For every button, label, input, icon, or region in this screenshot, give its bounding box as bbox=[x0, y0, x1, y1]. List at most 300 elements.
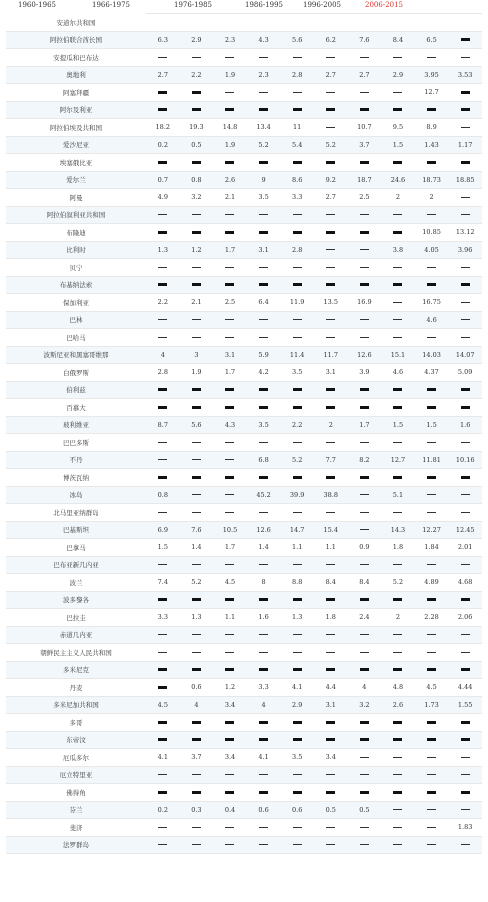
no-data-dash bbox=[461, 668, 470, 671]
country-name: 法罗群岛 bbox=[6, 836, 146, 854]
value-cell bbox=[180, 49, 214, 67]
value-cell bbox=[314, 101, 348, 119]
no-data-dash bbox=[192, 512, 201, 513]
country-name: 博茨瓦纳 bbox=[6, 469, 146, 487]
no-data-dash bbox=[427, 668, 436, 671]
value-cell: 45.2 bbox=[247, 486, 281, 504]
no-data-dash bbox=[225, 406, 234, 409]
value-cell: 2.01 bbox=[448, 539, 482, 557]
value-cell bbox=[180, 766, 214, 784]
value-cell bbox=[348, 14, 382, 31]
no-data-dash bbox=[225, 459, 234, 460]
no-data-dash bbox=[393, 564, 402, 565]
country-name: 贝宁 bbox=[6, 259, 146, 277]
value-cell: 1.3 bbox=[180, 609, 214, 627]
value-cell: 8.9 bbox=[415, 119, 449, 137]
no-data-dash bbox=[461, 108, 470, 111]
country-name: 布基纳法索 bbox=[6, 276, 146, 294]
no-data-dash bbox=[427, 267, 436, 268]
value-cell bbox=[146, 84, 180, 102]
country-name: 爱尔兰 bbox=[6, 171, 146, 189]
no-data-dash bbox=[393, 442, 402, 443]
no-data-dash bbox=[360, 494, 369, 495]
value-cell bbox=[381, 381, 415, 399]
value-cell bbox=[448, 31, 482, 49]
value-cell bbox=[280, 84, 314, 102]
no-data-dash bbox=[192, 652, 201, 653]
data-table bbox=[6, 14, 482, 854]
no-data-dash bbox=[225, 108, 234, 111]
no-data-dash bbox=[225, 214, 234, 215]
no-data-dash bbox=[225, 442, 234, 443]
value-cell bbox=[213, 49, 247, 67]
no-data-dash bbox=[326, 127, 335, 128]
no-data-dash bbox=[427, 283, 436, 286]
value-cell: 4.6 bbox=[381, 364, 415, 382]
value-cell: 9 bbox=[247, 171, 281, 189]
no-data-dash bbox=[461, 652, 470, 653]
table-row bbox=[6, 416, 482, 434]
value-cell: 11.9 bbox=[280, 294, 314, 312]
value-cell: 3.2 bbox=[180, 189, 214, 207]
value-cell bbox=[448, 556, 482, 574]
value-cell: 10.7 bbox=[348, 119, 382, 137]
no-data-dash bbox=[158, 738, 167, 741]
no-data-dash bbox=[326, 774, 335, 775]
value-cell: 4.6 bbox=[415, 311, 449, 329]
table-row bbox=[6, 399, 482, 417]
no-data-dash bbox=[360, 108, 369, 111]
value-cell bbox=[146, 206, 180, 224]
country-name: 多哥 bbox=[6, 714, 146, 732]
value-cell bbox=[448, 399, 482, 417]
value-cell: 1.7 bbox=[213, 364, 247, 382]
value-cell: 6.8 bbox=[247, 451, 281, 469]
value-cell bbox=[247, 381, 281, 399]
value-cell bbox=[146, 276, 180, 294]
value-cell bbox=[314, 626, 348, 644]
value-cell bbox=[280, 836, 314, 854]
value-cell bbox=[247, 399, 281, 417]
no-data-dash bbox=[192, 231, 201, 234]
no-data-dash bbox=[158, 57, 167, 58]
value-cell: 2.9 bbox=[381, 66, 415, 84]
value-cell: 2.1 bbox=[180, 294, 214, 312]
value-cell: 1.3 bbox=[146, 241, 180, 259]
value-cell: 1.6 bbox=[448, 416, 482, 434]
value-cell: 3.5 bbox=[280, 749, 314, 767]
value-cell: 1.43 bbox=[415, 136, 449, 154]
no-data-dash bbox=[158, 774, 167, 775]
value-cell: 1.17 bbox=[448, 136, 482, 154]
value-cell bbox=[280, 591, 314, 609]
no-data-dash bbox=[293, 827, 302, 828]
value-cell: 5.09 bbox=[448, 364, 482, 382]
value-cell bbox=[280, 714, 314, 732]
value-cell bbox=[180, 451, 214, 469]
value-cell: 2.6 bbox=[381, 696, 415, 714]
value-cell bbox=[213, 714, 247, 732]
no-data-dash bbox=[225, 598, 234, 601]
value-cell bbox=[314, 504, 348, 522]
no-data-dash bbox=[158, 267, 167, 268]
no-data-dash bbox=[427, 757, 436, 758]
value-cell: 16.75 bbox=[415, 294, 449, 312]
value-cell bbox=[213, 259, 247, 277]
value-cell: 1.55 bbox=[448, 696, 482, 714]
value-cell bbox=[213, 329, 247, 347]
value-cell bbox=[348, 329, 382, 347]
value-cell: 0.8 bbox=[146, 486, 180, 504]
value-cell: 1.5 bbox=[146, 539, 180, 557]
table-row bbox=[6, 504, 482, 522]
no-data-dash bbox=[326, 337, 335, 338]
country-name: 保加利亚 bbox=[6, 294, 146, 312]
no-data-dash bbox=[225, 283, 234, 286]
value-cell bbox=[348, 276, 382, 294]
value-cell bbox=[314, 119, 348, 137]
value-cell bbox=[146, 451, 180, 469]
value-cell bbox=[381, 749, 415, 767]
no-data-dash bbox=[259, 267, 268, 268]
value-cell bbox=[247, 206, 281, 224]
no-data-dash bbox=[225, 512, 234, 513]
no-data-dash bbox=[259, 337, 268, 338]
value-cell bbox=[314, 644, 348, 662]
value-cell: 18.7 bbox=[348, 171, 382, 189]
value-cell: 5.9 bbox=[247, 346, 281, 364]
value-cell bbox=[213, 14, 247, 31]
value-cell: 5.2 bbox=[180, 574, 214, 592]
value-cell: 5.2 bbox=[381, 574, 415, 592]
country-name: 阿拉伯联合酋长国 bbox=[6, 31, 146, 49]
no-data-dash bbox=[158, 231, 167, 234]
value-cell: 2.7 bbox=[314, 66, 348, 84]
value-cell: 5.6 bbox=[180, 416, 214, 434]
value-cell bbox=[448, 311, 482, 329]
value-cell bbox=[381, 836, 415, 854]
value-cell: 13.5 bbox=[314, 294, 348, 312]
no-data-dash bbox=[326, 476, 335, 479]
value-cell bbox=[348, 206, 382, 224]
no-data-dash bbox=[427, 738, 436, 741]
no-data-dash bbox=[192, 476, 201, 479]
country-name: 巴拿马 bbox=[6, 539, 146, 557]
no-data-dash bbox=[461, 738, 470, 741]
no-data-dash bbox=[158, 388, 167, 391]
country-name: 不丹 bbox=[6, 451, 146, 469]
value-cell bbox=[348, 819, 382, 837]
table-row bbox=[6, 784, 482, 802]
value-cell: 4.2 bbox=[247, 364, 281, 382]
value-cell: 1.4 bbox=[180, 539, 214, 557]
no-data-dash bbox=[192, 738, 201, 741]
value-cell bbox=[448, 644, 482, 662]
value-cell bbox=[213, 381, 247, 399]
value-cell: 3.53 bbox=[448, 66, 482, 84]
value-cell bbox=[280, 154, 314, 172]
value-cell bbox=[415, 14, 449, 31]
value-cell bbox=[448, 766, 482, 784]
country-name: 阿塞拜疆 bbox=[6, 84, 146, 102]
value-cell bbox=[280, 469, 314, 487]
no-data-dash bbox=[393, 774, 402, 775]
table-row bbox=[6, 119, 482, 137]
no-data-dash bbox=[158, 634, 167, 635]
no-data-dash bbox=[326, 564, 335, 565]
value-cell bbox=[348, 399, 382, 417]
no-data-dash bbox=[393, 92, 402, 93]
value-cell: 3.95 bbox=[415, 66, 449, 84]
value-cell: 2.7 bbox=[146, 66, 180, 84]
value-cell bbox=[146, 784, 180, 802]
value-cell bbox=[381, 556, 415, 574]
no-data-dash bbox=[225, 564, 234, 565]
value-cell: 6.4 bbox=[247, 294, 281, 312]
table-row bbox=[6, 539, 482, 557]
value-cell bbox=[314, 556, 348, 574]
no-data-dash bbox=[461, 337, 470, 338]
value-cell bbox=[381, 14, 415, 31]
value-cell bbox=[381, 101, 415, 119]
no-data-dash bbox=[192, 337, 201, 338]
no-data-dash bbox=[393, 406, 402, 409]
value-cell: 2.7 bbox=[314, 189, 348, 207]
no-data-dash bbox=[360, 92, 369, 93]
no-data-dash bbox=[393, 283, 402, 286]
value-cell: 19.3 bbox=[180, 119, 214, 137]
value-cell: 1.9 bbox=[213, 66, 247, 84]
no-data-dash bbox=[225, 652, 234, 653]
value-cell: 14.3 bbox=[381, 521, 415, 539]
value-cell: 3.1 bbox=[213, 346, 247, 364]
no-data-dash bbox=[158, 337, 167, 338]
value-cell: 18.85 bbox=[448, 171, 482, 189]
value-cell bbox=[348, 784, 382, 802]
value-cell bbox=[415, 101, 449, 119]
no-data-dash bbox=[225, 494, 234, 495]
value-cell: 1.7 bbox=[213, 241, 247, 259]
value-cell bbox=[280, 101, 314, 119]
no-data-dash bbox=[393, 844, 402, 845]
value-cell bbox=[314, 819, 348, 837]
no-data-dash bbox=[461, 267, 470, 268]
value-cell bbox=[247, 784, 281, 802]
value-cell: 6.2 bbox=[314, 31, 348, 49]
no-data-dash bbox=[360, 774, 369, 775]
period-tab[interactable]: 1986-1995 bbox=[245, 1, 283, 9]
no-data-dash bbox=[158, 721, 167, 724]
value-cell: 1.5 bbox=[415, 416, 449, 434]
value-cell bbox=[381, 311, 415, 329]
value-cell bbox=[415, 434, 449, 452]
no-data-dash bbox=[293, 442, 302, 443]
value-cell bbox=[381, 276, 415, 294]
value-cell bbox=[314, 241, 348, 259]
value-cell bbox=[247, 154, 281, 172]
no-data-dash bbox=[192, 267, 201, 268]
value-cell: 3.4 bbox=[213, 749, 247, 767]
no-data-dash bbox=[461, 197, 470, 198]
value-cell bbox=[213, 784, 247, 802]
value-cell bbox=[180, 154, 214, 172]
value-cell bbox=[213, 819, 247, 837]
value-cell: 14.7 bbox=[280, 521, 314, 539]
no-data-dash bbox=[225, 319, 234, 320]
value-cell: 12.7 bbox=[381, 451, 415, 469]
value-cell bbox=[213, 644, 247, 662]
no-data-dash bbox=[192, 108, 201, 111]
no-data-dash bbox=[293, 108, 302, 111]
value-cell bbox=[348, 241, 382, 259]
value-cell: 15.1 bbox=[381, 346, 415, 364]
value-cell bbox=[280, 206, 314, 224]
no-data-dash bbox=[192, 459, 201, 460]
no-data-dash bbox=[461, 161, 470, 164]
table-row bbox=[6, 364, 482, 382]
value-cell bbox=[247, 836, 281, 854]
value-cell bbox=[146, 766, 180, 784]
no-data-dash bbox=[360, 844, 369, 845]
value-cell bbox=[348, 259, 382, 277]
no-data-dash bbox=[259, 92, 268, 93]
no-data-dash bbox=[259, 512, 268, 513]
value-cell: 2 bbox=[381, 609, 415, 627]
table-row bbox=[6, 189, 482, 207]
table-row bbox=[6, 311, 482, 329]
value-cell: 2.3 bbox=[247, 66, 281, 84]
value-cell bbox=[348, 224, 382, 242]
value-cell: 3.7 bbox=[348, 136, 382, 154]
table-row bbox=[6, 136, 482, 154]
no-data-dash bbox=[293, 512, 302, 513]
no-data-dash bbox=[461, 38, 470, 41]
no-data-dash bbox=[192, 494, 201, 495]
value-cell bbox=[348, 731, 382, 749]
value-cell: 2.8 bbox=[146, 364, 180, 382]
period-tab[interactable]: 1966-1975 bbox=[92, 1, 130, 9]
table-row bbox=[6, 661, 482, 679]
no-data-dash bbox=[192, 442, 201, 443]
no-data-dash bbox=[259, 738, 268, 741]
no-data-dash bbox=[393, 809, 402, 810]
value-cell: 5.2 bbox=[314, 136, 348, 154]
value-cell bbox=[180, 819, 214, 837]
value-cell bbox=[448, 714, 482, 732]
table-row bbox=[6, 801, 482, 819]
period-tab[interactable]: 1996-2005 bbox=[303, 1, 341, 9]
no-data-dash bbox=[360, 652, 369, 653]
country-name: 朝鲜民主主义人民共和国 bbox=[6, 644, 146, 662]
no-data-dash bbox=[192, 319, 201, 320]
value-cell bbox=[213, 766, 247, 784]
value-cell: 2.3 bbox=[213, 31, 247, 49]
value-cell bbox=[415, 154, 449, 172]
no-data-dash bbox=[360, 529, 369, 530]
value-cell bbox=[247, 591, 281, 609]
value-cell bbox=[415, 276, 449, 294]
value-cell bbox=[213, 731, 247, 749]
no-data-dash bbox=[293, 721, 302, 724]
value-cell: 24.6 bbox=[381, 171, 415, 189]
value-cell: 2.9 bbox=[280, 696, 314, 714]
no-data-dash bbox=[360, 598, 369, 601]
no-data-dash bbox=[461, 388, 470, 391]
value-cell: 6.9 bbox=[146, 521, 180, 539]
country-name: 赤道几内亚 bbox=[6, 626, 146, 644]
country-name: 巴林 bbox=[6, 311, 146, 329]
value-cell: 4 bbox=[348, 679, 382, 697]
no-data-dash bbox=[192, 598, 201, 601]
value-cell: 8.8 bbox=[280, 574, 314, 592]
value-cell: 0.2 bbox=[146, 136, 180, 154]
value-cell bbox=[448, 101, 482, 119]
table-row bbox=[6, 66, 482, 84]
no-data-dash bbox=[360, 512, 369, 513]
value-cell: 5.4 bbox=[280, 136, 314, 154]
no-data-dash bbox=[427, 388, 436, 391]
value-cell: 2.5 bbox=[348, 189, 382, 207]
value-cell bbox=[146, 714, 180, 732]
no-data-dash bbox=[360, 267, 369, 268]
value-cell bbox=[448, 329, 482, 347]
no-data-dash bbox=[158, 459, 167, 460]
no-data-dash bbox=[293, 791, 302, 794]
table-row bbox=[6, 574, 482, 592]
country-name: 阿拉伯叙利亚共和国 bbox=[6, 206, 146, 224]
value-cell: 11.7 bbox=[314, 346, 348, 364]
country-name: 爱沙尼亚 bbox=[6, 136, 146, 154]
period-tab[interactable]: 1976-1985 bbox=[174, 1, 212, 9]
value-cell bbox=[314, 731, 348, 749]
no-data-dash bbox=[158, 512, 167, 513]
no-data-dash bbox=[461, 809, 470, 810]
value-cell bbox=[448, 784, 482, 802]
value-cell: 11.81 bbox=[415, 451, 449, 469]
no-data-dash bbox=[158, 406, 167, 409]
period-tab[interactable]: 1960-1965 bbox=[18, 1, 56, 9]
country-name: 伯利兹 bbox=[6, 381, 146, 399]
value-cell bbox=[448, 119, 482, 137]
value-cell bbox=[180, 626, 214, 644]
value-cell bbox=[280, 259, 314, 277]
no-data-dash bbox=[326, 442, 335, 443]
value-cell bbox=[314, 469, 348, 487]
value-cell bbox=[146, 101, 180, 119]
value-cell: 13.12 bbox=[448, 224, 482, 242]
value-cell: 4 bbox=[180, 696, 214, 714]
table-row bbox=[6, 521, 482, 539]
no-data-dash bbox=[326, 92, 335, 93]
value-cell bbox=[247, 329, 281, 347]
period-tab[interactable]: 2006-2015 bbox=[365, 1, 403, 9]
value-cell: 3.3 bbox=[146, 609, 180, 627]
value-cell bbox=[280, 434, 314, 452]
no-data-dash bbox=[259, 668, 268, 671]
value-cell bbox=[415, 714, 449, 732]
table-row bbox=[6, 14, 482, 31]
no-data-dash bbox=[393, 668, 402, 671]
value-cell bbox=[348, 84, 382, 102]
no-data-dash bbox=[326, 231, 335, 234]
no-data-dash bbox=[259, 791, 268, 794]
no-data-dash bbox=[293, 92, 302, 93]
no-data-dash bbox=[293, 652, 302, 653]
value-cell: 1.2 bbox=[180, 241, 214, 259]
value-cell bbox=[448, 504, 482, 522]
value-cell: 1.1 bbox=[314, 539, 348, 557]
country-name: 东帝汶 bbox=[6, 731, 146, 749]
